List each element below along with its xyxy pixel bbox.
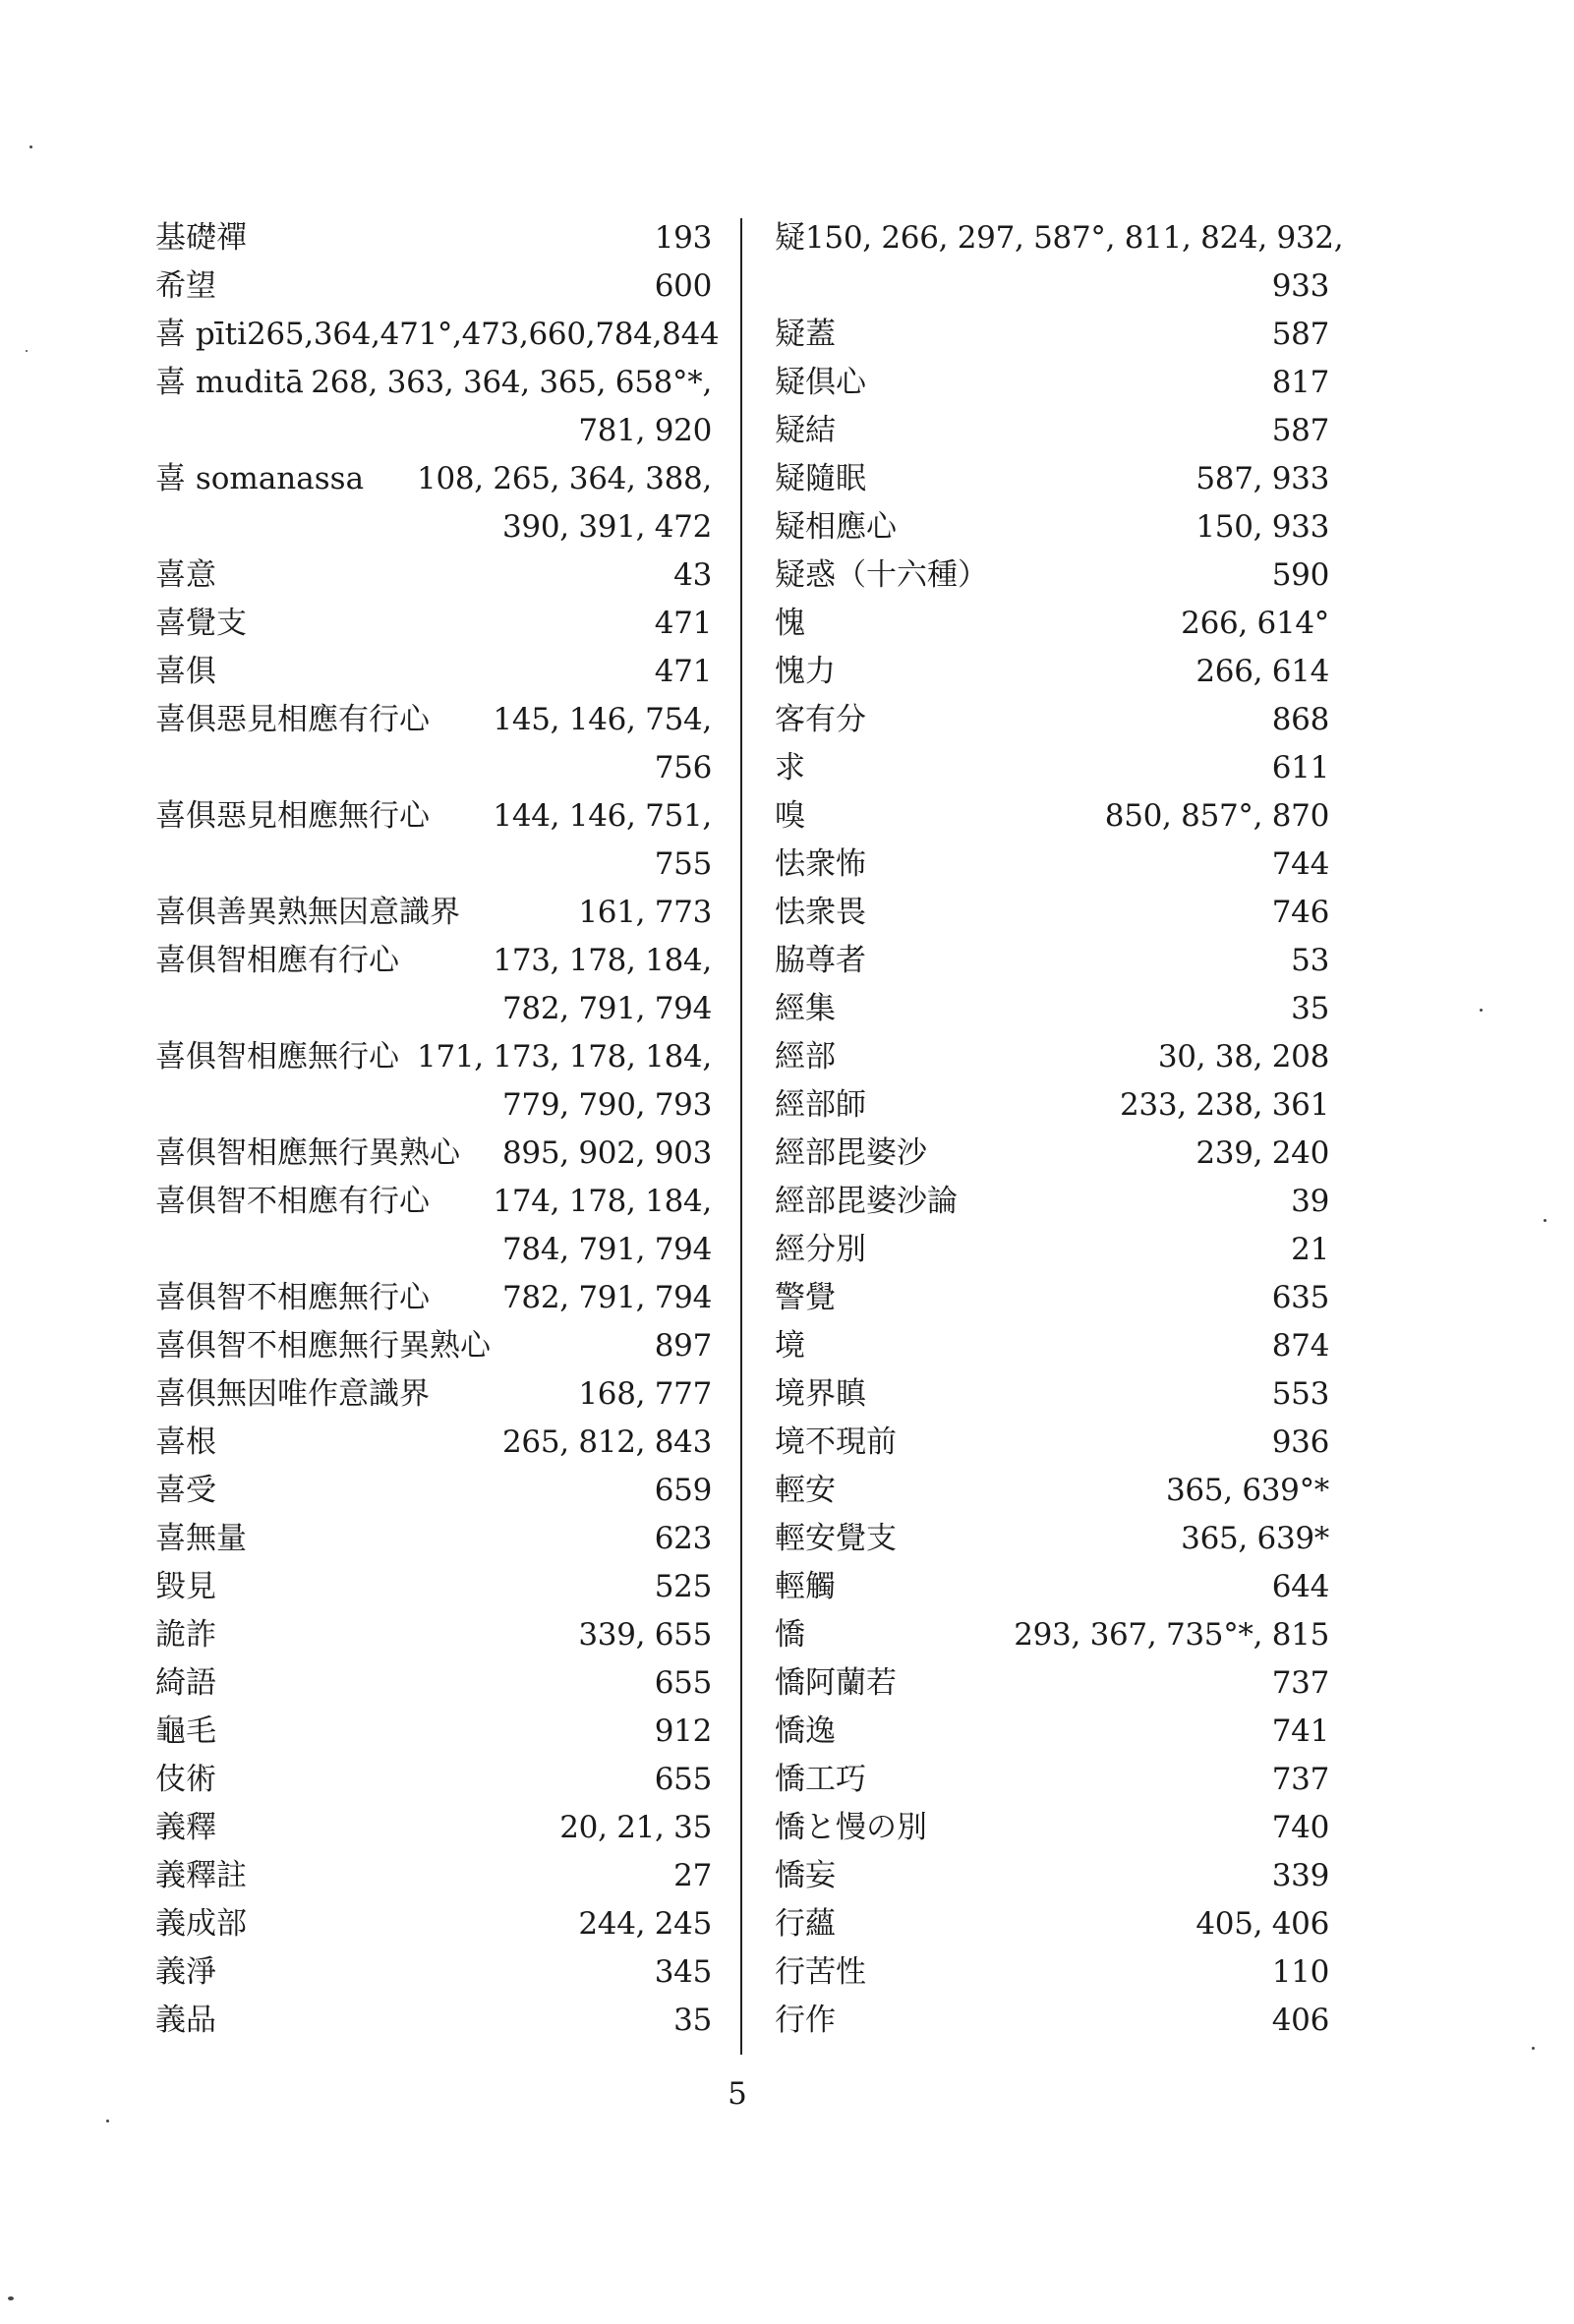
index-page-refs: 266, 614°: [1181, 606, 1329, 641]
index-entry: [155, 455, 712, 503]
index-entry-continuation: [155, 985, 712, 1033]
index-term: 喜俱善異熟無因意識界: [155, 895, 460, 930]
index-term: 希望: [155, 268, 216, 304]
index-page-refs: 20, 21, 35: [559, 1810, 712, 1845]
index-entry: [155, 696, 712, 744]
index-page-refs: 406: [1271, 2003, 1329, 2038]
index-entry: [155, 1130, 712, 1178]
index-entry: [775, 792, 1329, 841]
index-term: 基礎禪: [155, 220, 247, 256]
index-entry: [155, 1322, 712, 1370]
index-term: 詭詐: [155, 1617, 216, 1653]
index-term: 喜俱智不相應有行心: [155, 1184, 430, 1219]
index-entry: [775, 1322, 1329, 1370]
index-entry: [775, 359, 1329, 407]
index-term: 喜俱: [155, 654, 216, 689]
index-page-refs: 35: [673, 2003, 712, 2038]
index-entry: [775, 1515, 1329, 1563]
index-term: 喜俱無因唯作意識界: [155, 1376, 430, 1412]
index-page-refs: 345: [654, 1954, 712, 1990]
index-term: 經部毘婆沙論: [775, 1184, 958, 1219]
index-entry-continuation: [155, 1226, 712, 1274]
index-entry: [155, 1033, 712, 1081]
index-term: 疑蓋: [775, 317, 836, 352]
index-page-refs: 737: [1271, 1762, 1329, 1797]
index-page-refs: 623: [654, 1521, 712, 1556]
index-term: 求: [775, 750, 805, 785]
index-page-refs: 168, 777: [578, 1376, 712, 1412]
index-entry: [775, 1611, 1329, 1659]
index-page-refs: 936: [1271, 1424, 1329, 1460]
index-page-refs: 782, 791, 794: [501, 1280, 712, 1315]
index-page-refs: 655: [654, 1762, 712, 1797]
index-term: 義釋: [155, 1810, 216, 1845]
index-page-refs: 756: [654, 750, 712, 785]
index-entry: [155, 1948, 712, 1997]
index-term: 憍: [775, 1617, 805, 1653]
index-entry: [775, 600, 1329, 648]
index-page-refs: 239, 240: [1195, 1135, 1329, 1171]
index-entry: [155, 1659, 712, 1708]
scan-speck: [1532, 2047, 1535, 2050]
index-term: 境界瞋: [775, 1376, 866, 1412]
index-entry: [775, 696, 1329, 744]
index-term: 輕觸: [775, 1569, 836, 1604]
index-entry: [775, 1756, 1329, 1804]
index-entry: [775, 455, 1329, 503]
index-term: 疑倶心: [775, 365, 866, 400]
index-page-refs: 784, 791, 794: [501, 1232, 712, 1267]
index-page-refs: 171, 173, 178, 184,: [417, 1039, 712, 1075]
index-entry: [775, 1708, 1329, 1756]
index-entry: [155, 359, 712, 407]
index-entry: [775, 1948, 1329, 1997]
index-page-refs: 587: [1271, 413, 1329, 448]
index-page-refs: 659: [654, 1473, 712, 1508]
index-term: 行蘊: [775, 1906, 836, 1942]
index-page-refs: 405, 406: [1195, 1906, 1329, 1942]
index-page-refs: 173, 178, 184,: [493, 943, 712, 978]
scan-speck: [1544, 1219, 1546, 1222]
index-page-refs: 868: [1271, 702, 1329, 737]
index-page-refs: 635: [1271, 1280, 1329, 1315]
index-entry-continuation: [155, 1081, 712, 1130]
index-page-refs: 53: [1291, 943, 1329, 978]
index-page-refs: 233, 238, 361: [1119, 1087, 1329, 1123]
index-page-refs: 244, 245: [578, 1906, 712, 1942]
index-term: 義釋註: [155, 1858, 247, 1893]
index-term: 伎術: [155, 1762, 216, 1797]
index-entry: [775, 985, 1329, 1033]
index-term: 脇尊者: [775, 943, 866, 978]
index-term: 綺語: [155, 1665, 216, 1701]
index-term: 喜俱智相應無行心: [155, 1039, 399, 1075]
index-entry-continuation: [155, 841, 712, 889]
index-page-refs: 365, 639°*: [1165, 1473, 1329, 1508]
index-page-refs: 850, 857°, 870: [1104, 798, 1329, 834]
index-page-refs: 265,364,471°,473,660,784,844: [247, 317, 720, 352]
index-page-refs: 874: [1271, 1328, 1329, 1364]
index-entry: [155, 1274, 712, 1322]
index-term: 輕安覺支: [775, 1521, 897, 1556]
index-page-refs: 782, 791, 794: [501, 991, 712, 1026]
index-entry: [775, 1081, 1329, 1130]
index-entry: [775, 1997, 1329, 2045]
index-term: 龜毛: [155, 1714, 216, 1749]
index-term: 義淨: [155, 1954, 216, 1990]
index-entry: [155, 1419, 712, 1467]
index-term: 憍逸: [775, 1714, 836, 1749]
index-term: 警覺: [775, 1280, 836, 1315]
index-term: 嗅: [775, 798, 805, 834]
index-term: 經部毘婆沙: [775, 1135, 927, 1171]
index-entry-continuation: [155, 407, 712, 455]
index-term: 行苦性: [775, 1954, 866, 1990]
index-entry-continuation: [155, 744, 712, 792]
index-page-refs: 740: [1271, 1810, 1329, 1845]
index-entry: [775, 1178, 1329, 1226]
index-term: 怯衆怖: [775, 846, 866, 882]
index-page-refs: 174, 178, 184,: [493, 1184, 712, 1219]
index-term: 經部師: [775, 1087, 866, 1123]
index-term: 愧力: [775, 654, 836, 689]
index-term: 疑隨眠: [775, 461, 866, 496]
scan-speck: [1480, 1009, 1483, 1012]
index-page-refs: 741: [1271, 1714, 1329, 1749]
index-term: 喜覺支: [155, 606, 247, 641]
index-page-refs: 897: [654, 1328, 712, 1364]
index-entry: [155, 552, 712, 600]
index-term: 毀見: [155, 1569, 216, 1604]
index-entry: [155, 262, 712, 311]
index-entry: [775, 1900, 1329, 1948]
index-page-refs: 390, 391, 472: [501, 509, 712, 545]
index-page-refs: 817: [1271, 365, 1329, 400]
index-entry: [155, 1852, 712, 1900]
index-entry: [155, 1467, 712, 1515]
index-page-refs: 912: [654, 1714, 712, 1749]
column-divider: [740, 218, 742, 2055]
index-entry: [775, 1419, 1329, 1467]
index-page-refs: 21: [1291, 1232, 1329, 1267]
index-page-refs: 339: [1271, 1858, 1329, 1893]
index-term: 喜 somanassa: [155, 461, 365, 496]
index-page-refs: 779, 790, 793: [501, 1087, 712, 1123]
index-entry: [155, 311, 720, 359]
index-term: 義品: [155, 2003, 216, 2038]
index-page-refs: 265, 812, 843: [501, 1424, 712, 1460]
index-term: 憍阿蘭若: [775, 1665, 897, 1701]
index-term: 疑結: [775, 413, 836, 448]
index-page-refs: 781, 920: [578, 413, 712, 448]
index-page-refs: 746: [1271, 895, 1329, 930]
index-entry: [155, 1178, 712, 1226]
index-page-refs: 895, 902, 903: [501, 1135, 712, 1171]
index-page-refs: 471: [654, 606, 712, 641]
index-page-refs: 39: [1291, 1184, 1329, 1219]
index-term: 愧: [775, 606, 805, 641]
index-term: 憍妄: [775, 1858, 836, 1893]
index-term: 經集: [775, 991, 836, 1026]
index-term: 客有分: [775, 702, 866, 737]
index-entry: [155, 1997, 712, 2045]
index-entry: [775, 503, 1329, 552]
index-entry-continuation: [155, 503, 712, 552]
index-term: 喜 muditā: [155, 365, 304, 400]
index-term: 疑相應心: [775, 509, 897, 545]
index-entry: [155, 600, 712, 648]
scan-speck: [8, 2296, 14, 2300]
index-entry: [155, 1370, 712, 1419]
index-page-refs: 655: [654, 1665, 712, 1701]
index-page-refs: 161, 773: [578, 895, 712, 930]
scan-speck: [106, 2120, 109, 2122]
index-term: 喜無量: [155, 1521, 247, 1556]
index-page-refs: 145, 146, 754,: [493, 702, 712, 737]
index-page-refs: 43: [673, 557, 712, 593]
index-term: 義成部: [155, 1906, 247, 1942]
index-page-refs: 471: [654, 654, 712, 689]
index-term: 喜根: [155, 1424, 216, 1460]
index-page-refs: 268, 363, 364, 365, 658°*,: [311, 365, 712, 400]
index-term: 喜俱智相應有行心: [155, 943, 399, 978]
index-term: 經部: [775, 1039, 836, 1075]
index-page-refs: 755: [654, 846, 712, 882]
index-term: 喜俱惡見相應有行心: [155, 702, 430, 737]
index-page-refs: 737: [1271, 1665, 1329, 1701]
index-page-refs: 611: [1271, 750, 1329, 785]
index-page-refs: 150, 266, 297, 587°, 811, 824, 932,: [805, 220, 1344, 256]
index-entry: [155, 1804, 712, 1852]
right-index-column: [775, 214, 1344, 2045]
index-entry: [775, 214, 1344, 262]
index-entry: [775, 1130, 1329, 1178]
index-term: 喜意: [155, 557, 216, 593]
index-entry: [775, 937, 1329, 985]
index-term: 喜俱智相應無行異熟心: [155, 1135, 460, 1171]
index-entry: [775, 311, 1329, 359]
index-page-refs: 35: [1291, 991, 1329, 1026]
index-entry: [775, 648, 1329, 696]
index-page-refs: 193: [654, 220, 712, 256]
page-number: 5: [728, 2076, 747, 2112]
index-entry: [155, 792, 712, 841]
index-entry: [155, 937, 712, 985]
index-page-refs: 933: [1271, 268, 1329, 304]
index-term: 喜俱惡見相應無行心: [155, 798, 430, 834]
index-entry: [155, 214, 712, 262]
index-page-refs: 600: [654, 268, 712, 304]
index-page-refs: 110: [1271, 1954, 1329, 1990]
index-page-refs: 266, 614: [1195, 654, 1329, 689]
left-index-column: [155, 214, 720, 2045]
index-entry: [775, 552, 1329, 600]
scan-speck: [29, 145, 32, 148]
index-term: 行作: [775, 2003, 836, 2038]
index-term: 怯衆畏: [775, 895, 866, 930]
index-entry: [155, 1611, 712, 1659]
index-page-refs: 525: [654, 1569, 712, 1604]
index-page-refs: 150, 933: [1195, 509, 1329, 545]
index-entry: [155, 1756, 712, 1804]
index-page-refs: 27: [673, 1858, 712, 1893]
index-page-refs: 553: [1271, 1376, 1329, 1412]
index-entry: [155, 889, 712, 937]
index-page-refs: 744: [1271, 846, 1329, 882]
index-term: 喜俱智不相應無行異熟心: [155, 1328, 491, 1364]
index-page-refs: 108, 265, 364, 388,: [417, 461, 712, 496]
index-entry: [775, 1274, 1329, 1322]
index-entry: [155, 648, 712, 696]
index-page-refs: 644: [1271, 1569, 1329, 1604]
index-entry: [775, 1659, 1329, 1708]
index-entry: [155, 1563, 712, 1611]
index-entry: [775, 1467, 1329, 1515]
index-entry: [775, 1563, 1329, 1611]
index-entry: [775, 1370, 1329, 1419]
index-entry: [775, 1033, 1329, 1081]
index-term: 憍工巧: [775, 1762, 866, 1797]
index-term: 憍と慢の別: [775, 1810, 927, 1845]
index-entry: [775, 1852, 1329, 1900]
index-page-refs: 339, 655: [578, 1617, 712, 1653]
index-entry: [155, 1708, 712, 1756]
index-page-refs: 587: [1271, 317, 1329, 352]
index-page-refs: 365, 639*: [1181, 1521, 1329, 1556]
index-entry: [775, 889, 1329, 937]
index-entry: [155, 1515, 712, 1563]
index-entry: [775, 744, 1329, 792]
index-term: 輕安: [775, 1473, 836, 1508]
index-page-refs: 590: [1271, 557, 1329, 593]
index-term: 經分別: [775, 1232, 866, 1267]
scan-speck: [26, 350, 28, 352]
index-term: 喜受: [155, 1473, 216, 1508]
index-term: 疑: [775, 220, 805, 256]
index-page-refs: 293, 367, 735°*, 815: [1014, 1617, 1329, 1653]
index-term: 喜俱智不相應無行心: [155, 1280, 430, 1315]
index-entry-continuation: [775, 262, 1329, 311]
index-term: 境不現前: [775, 1424, 897, 1460]
index-page-refs: 587, 933: [1195, 461, 1329, 496]
index-entry: [155, 1900, 712, 1948]
index-entry: [775, 1226, 1329, 1274]
index-page-refs: 30, 38, 208: [1157, 1039, 1329, 1075]
index-page-refs: 144, 146, 751,: [493, 798, 712, 834]
index-entry: [775, 841, 1329, 889]
index-term: 喜 pīti: [155, 317, 247, 352]
index-entry: [775, 1804, 1329, 1852]
index-entry: [775, 407, 1329, 455]
index-term: 境: [775, 1328, 805, 1364]
index-term: 疑惑（十六種）: [775, 557, 988, 593]
